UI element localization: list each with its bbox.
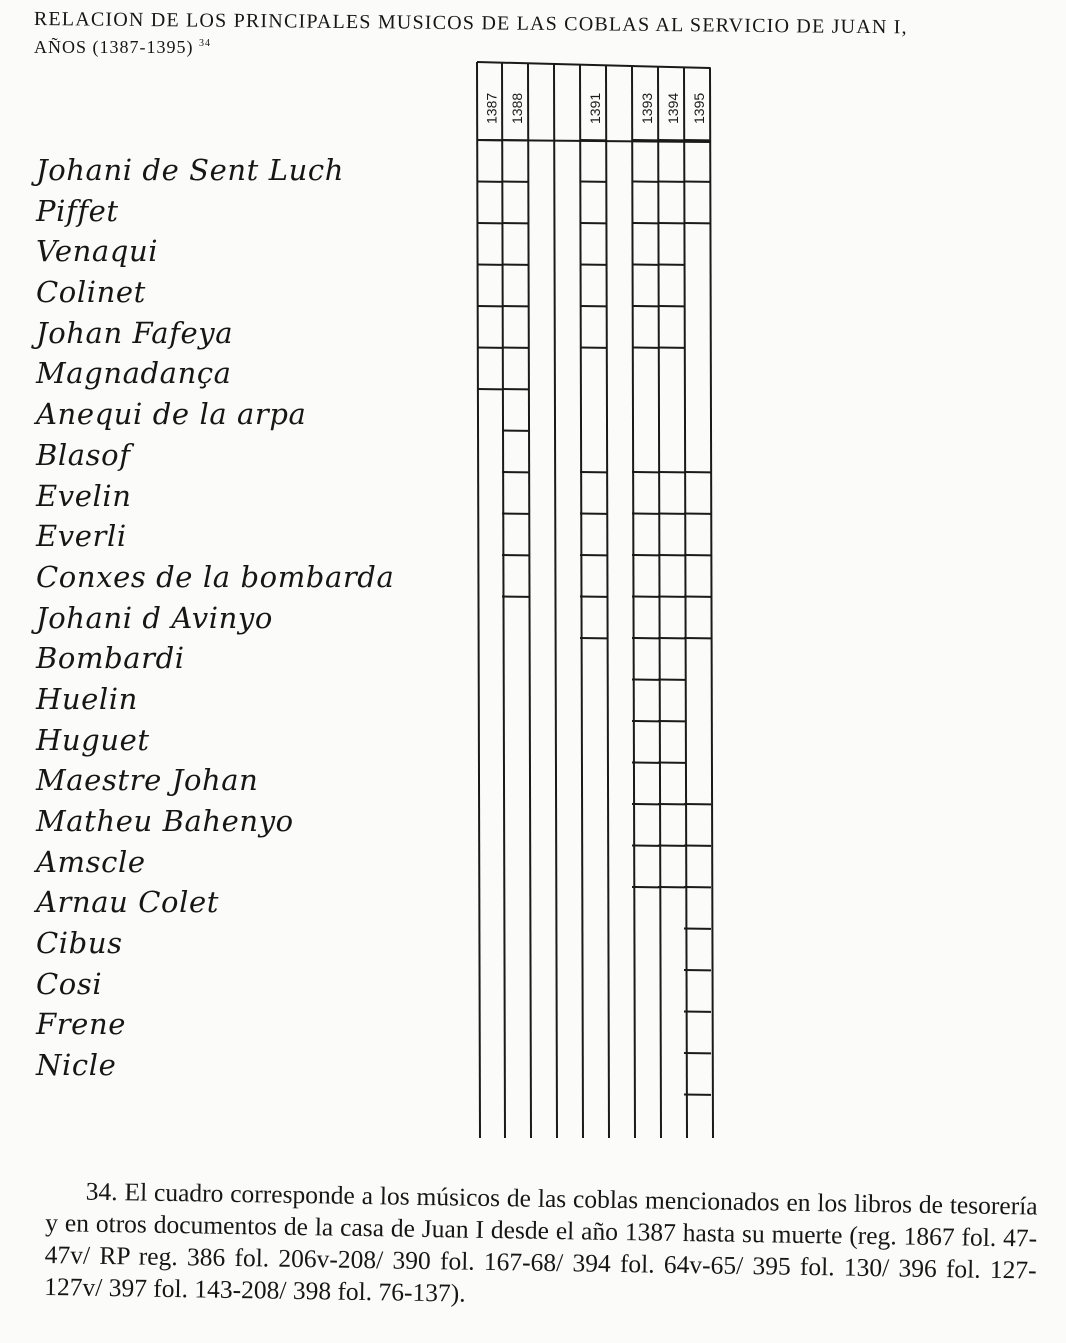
musician-name: Conxes de la bombarda xyxy=(36,557,394,598)
year-label: 1395 xyxy=(691,93,707,124)
year-label: 1394 xyxy=(665,93,681,124)
year-label: 1391 xyxy=(587,93,603,124)
footnote xyxy=(44,1175,1038,1319)
column-rule xyxy=(606,65,609,1138)
musician-list xyxy=(36,150,394,1086)
year-label: 1388 xyxy=(509,93,525,124)
header-top-rule xyxy=(477,62,710,68)
footnote-text: El cuadro corresponde a los músicos de las coblas mencionados en los libros de tesorería y en otros documentos de la casa de Juan I desde el año 1387 hasta su muerte (reg. 1867 fol. 47-47v/ RP reg. 386 fol. 206v-208/ 390 fol. 167-68/ 394 fol. 64v-65/ 395 fol. 130/ 396 fol. 127-127v/ 397 fol. 143-208/ 398 fol. 76-137). xyxy=(44,1177,1038,1307)
musician-name: Johani d Avinyo xyxy=(36,598,394,639)
musician-name: Everli xyxy=(36,516,394,557)
musician-name: Johani de Sent Luch xyxy=(36,150,394,191)
column-rule xyxy=(554,64,557,1138)
musician-name: Cosi xyxy=(36,964,394,1005)
musician-name: Venaqui xyxy=(36,231,394,272)
year-label: 1387 xyxy=(484,93,500,124)
musician-name: Maestre Johan xyxy=(36,760,394,801)
musician-name: Evelin xyxy=(36,476,394,517)
musician-name: Arnau Colet xyxy=(36,882,394,923)
musician-name: Frene xyxy=(36,1004,394,1045)
page-subtitle: AÑOS (1387-1395) $^{34}$ xyxy=(34,37,1044,58)
column-rule xyxy=(684,67,687,1138)
musician-name: Huelin xyxy=(36,679,394,720)
musician-name: Matheu Bahenyo xyxy=(36,801,394,842)
musician-name: Piffet xyxy=(36,191,394,232)
page-title: RELACION DE LOS PRINCIPALES MUSICOS DE LAS COBLAS AL SERVICIO DE JUAN I, xyxy=(34,8,1044,41)
column-rule xyxy=(658,66,661,1138)
musician-name: Colinet xyxy=(36,272,394,313)
musician-name: Cibus xyxy=(36,923,394,964)
column-rule xyxy=(710,67,713,1138)
musician-name: Huguet xyxy=(36,720,394,761)
musician-name: Johan Fafeya xyxy=(36,313,394,354)
musician-name: Nicle xyxy=(36,1045,394,1086)
musician-name: Blasof xyxy=(36,435,394,476)
footnote-ref: 34 xyxy=(199,38,211,49)
musician-name: Anequi de la arpa xyxy=(36,394,394,435)
column-rule xyxy=(632,66,635,1138)
footnote-number: 34. xyxy=(86,1177,118,1206)
column-rule xyxy=(580,64,583,1138)
musician-name: Magnadança xyxy=(36,353,394,394)
column-rule xyxy=(528,63,531,1138)
musician-name: Amscle xyxy=(36,842,394,883)
year-label: 1393 xyxy=(639,93,655,124)
musician-name: Bombardi xyxy=(36,638,394,679)
